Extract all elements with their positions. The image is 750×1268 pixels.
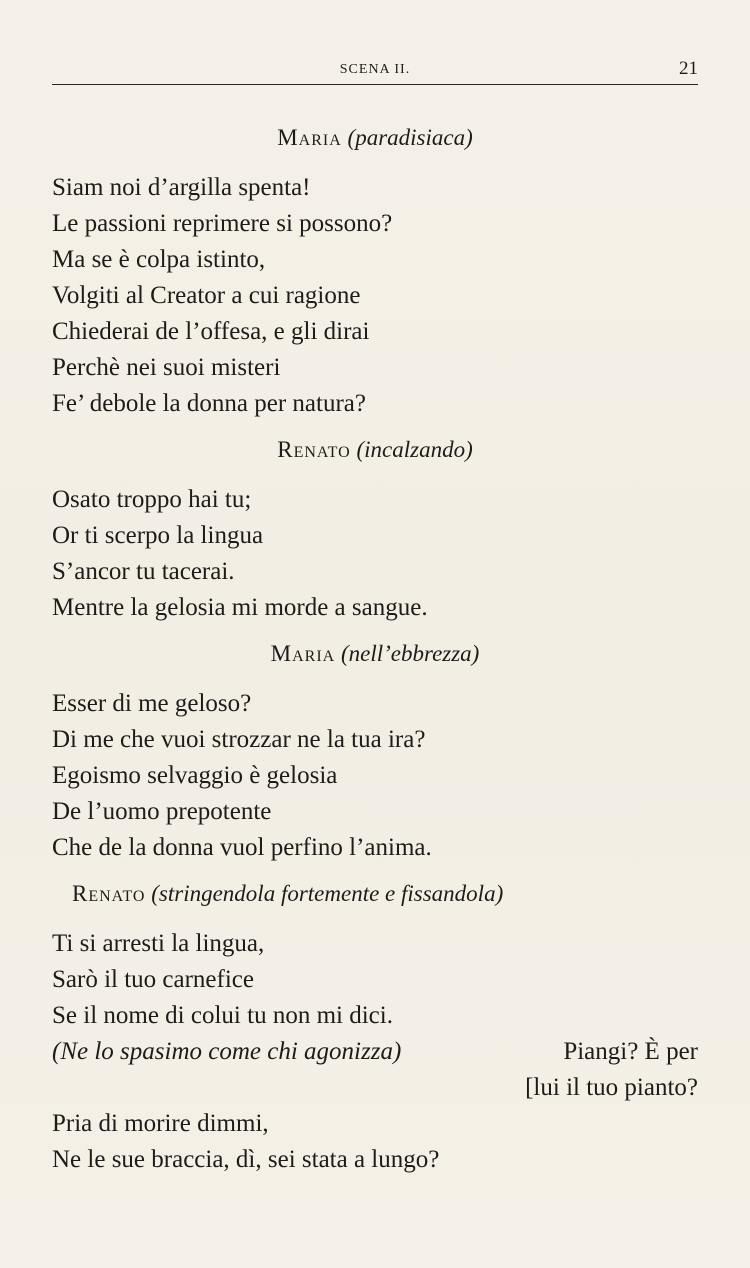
verse-line: Egoismo selvaggio è gelosia	[52, 762, 338, 789]
verse-line: Perchè nei suoi misteri	[52, 354, 281, 381]
speaker-name: Renato	[277, 437, 351, 462]
verse-line-with-direction	[52, 1034, 698, 1070]
speaker-heading-maria	[52, 120, 698, 156]
page-number: 21	[679, 58, 698, 79]
verse-line: De l’uomo prepotente	[52, 798, 272, 825]
verse-line: Sarò il tuo carnefice	[52, 966, 254, 993]
speech	[52, 170, 698, 422]
verse-line: Or ti scerpo la lingua	[52, 522, 264, 549]
verse-line: Pria di morire dimmi,	[52, 1110, 269, 1137]
verse-line: S’ancor tu tacerai.	[52, 558, 235, 585]
stage-direction: (stringendola fortemente e fissandola)	[151, 881, 504, 906]
speech	[52, 482, 698, 626]
verse-text: Piangi? È per	[563, 1038, 698, 1065]
verse-line: Di me che vuoi strozzar ne la tua ira?	[52, 726, 426, 753]
verse-line: Chiederai de l’offesa, e gli dirai	[52, 318, 370, 345]
verse-line: Ma se è colpa istinto,	[52, 246, 266, 273]
speaker-heading-renato	[52, 432, 698, 468]
stage-direction: (paradisiaca)	[347, 125, 473, 150]
verse-line: Le passioni reprimere si possono?	[52, 210, 393, 237]
speech	[52, 926, 698, 1178]
page-header	[52, 58, 698, 85]
inline-stage-direction: (Ne lo spasimo come chi agonizza)	[52, 1038, 402, 1065]
speech	[52, 686, 698, 866]
verse-turnover: [lui il tuo pianto?	[525, 1074, 698, 1101]
verse-line: Fe’ debole la donna per natura?	[52, 390, 366, 417]
play-text	[52, 120, 698, 1188]
speaker-name: Maria	[277, 125, 342, 150]
verse-line: Esser di me geloso?	[52, 690, 252, 717]
verse-line: Mentre la gelosia mi morde a sangue.	[52, 594, 428, 621]
speaker-heading-maria	[52, 636, 698, 672]
verse-line: Ne le sue braccia, dì, sei stata a lungo?	[52, 1146, 440, 1173]
speaker-heading-renato	[52, 876, 698, 912]
verse-line: Volgiti al Creator a cui ragione	[52, 282, 361, 309]
verse-line: Che de la donna vuol perfino l’anima.	[52, 834, 432, 861]
stage-direction: (incalzando)	[356, 437, 473, 462]
speaker-name: Maria	[270, 641, 336, 666]
speaker-name: Renato	[72, 881, 146, 906]
stage-direction: (nell’ebbrezza)	[340, 641, 480, 666]
verse-line: Siam noi d’argilla spenta!	[52, 174, 311, 201]
running-title: SCENA II.	[339, 62, 411, 77]
verse-line: Osato troppo hai tu;	[52, 486, 252, 513]
verse-line: Ti si arresti la lingua,	[52, 930, 265, 957]
verse-line: Se il nome di colui tu non mi dici.	[52, 1002, 393, 1029]
